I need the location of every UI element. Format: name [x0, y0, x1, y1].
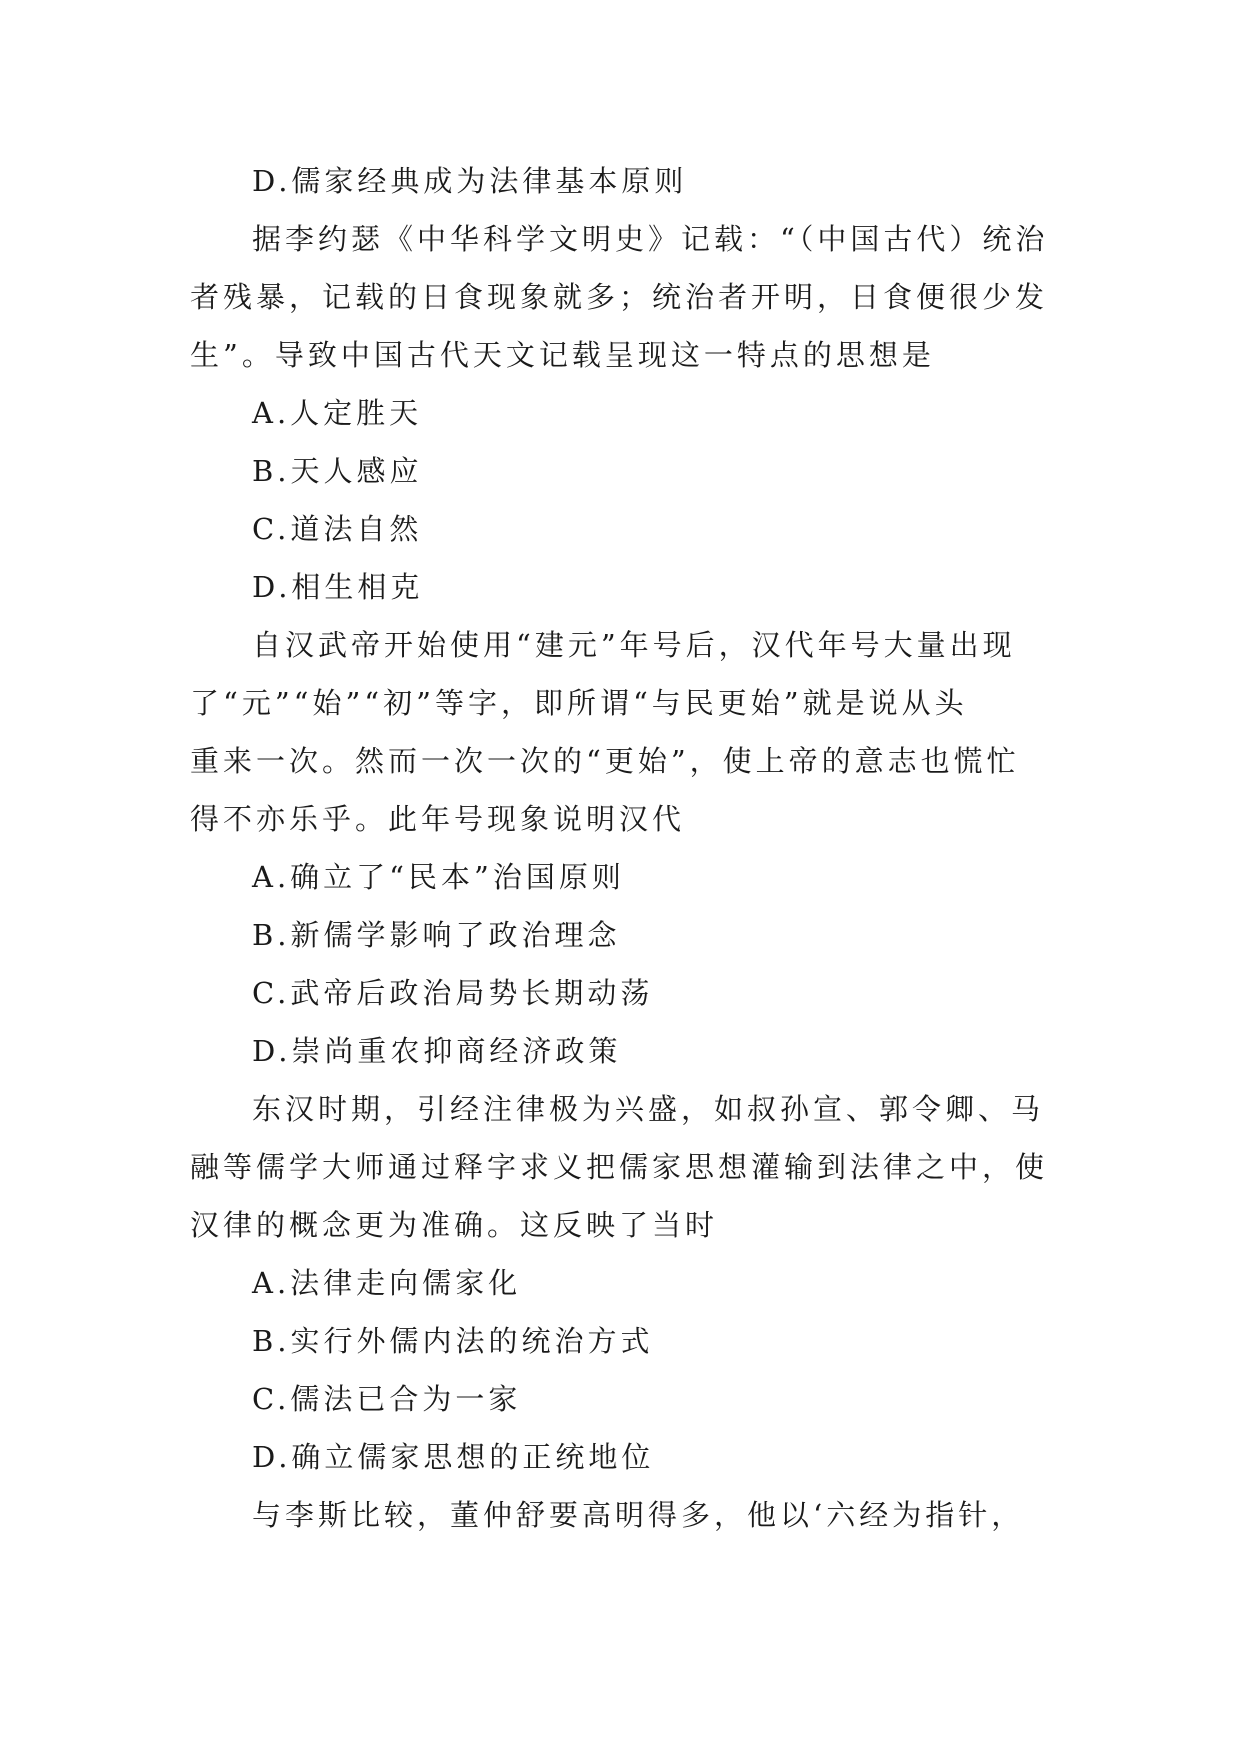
question-stem-line: 与李斯比较，董仲舒要高明得多，他以‘六经为指针， — [252, 1498, 1025, 1532]
option-d: D.相生相克 — [252, 570, 424, 604]
question-stem-line: 者残暴，记载的日食现象就多；统治者开明，日食便很少发 — [190, 280, 1049, 314]
option-c: C.武帝后政治局势长期动荡 — [252, 976, 654, 1010]
document-body — [190, 152, 1060, 1544]
option-a: A.确立了“民本”治国原则 — [252, 860, 625, 894]
question-stem-line: 据李约瑟《中华科学文明史》记载：“（中国古代）统治 — [252, 222, 1049, 256]
option-d: D.确立儒家思想的正统地位 — [252, 1440, 655, 1474]
question-stem-line: 了“元”“始”“初”等字，即所谓“与民更始”就是说从头 — [190, 686, 968, 720]
option-c: C.道法自然 — [252, 512, 423, 546]
question-stem-line: 生”。导致中国古代天文记载呈现这一特点的思想是 — [190, 338, 935, 372]
question-stem-line: 东汉时期，引经注律极为兴盛，如叔孙宣、郭令卿、马 — [252, 1092, 1045, 1126]
question-stem-line: 汉律的概念更为准确。这反映了当时 — [190, 1208, 719, 1242]
option-d-q-prev: D.儒家经典成为法律基本原则 — [252, 164, 688, 198]
question-stem-line: 得不亦乐乎。此年号现象说明汉代 — [190, 802, 686, 836]
option-a: A.人定胜天 — [252, 396, 423, 430]
option-b: B.新儒学影响了政治理念 — [252, 918, 621, 952]
option-d: D.崇尚重农抑商经济政策 — [252, 1034, 622, 1068]
option-c: C.儒法已合为一家 — [252, 1382, 522, 1416]
question-stem-line: 自汉武帝开始使用“建元”年号后，汉代年号大量出现 — [252, 628, 1016, 662]
question-stem-line: 重来一次。然而一次一次的“更始”，使上帝的意志也慌忙 — [190, 744, 1020, 778]
question-stem-line: 融等儒学大师通过释字求义把儒家思想灌输到法律之中，使 — [190, 1150, 1049, 1184]
option-b: B.实行外儒内法的统治方式 — [252, 1324, 654, 1358]
option-a: A.法律走向儒家化 — [252, 1266, 522, 1300]
option-b: B.天人感应 — [252, 454, 423, 488]
